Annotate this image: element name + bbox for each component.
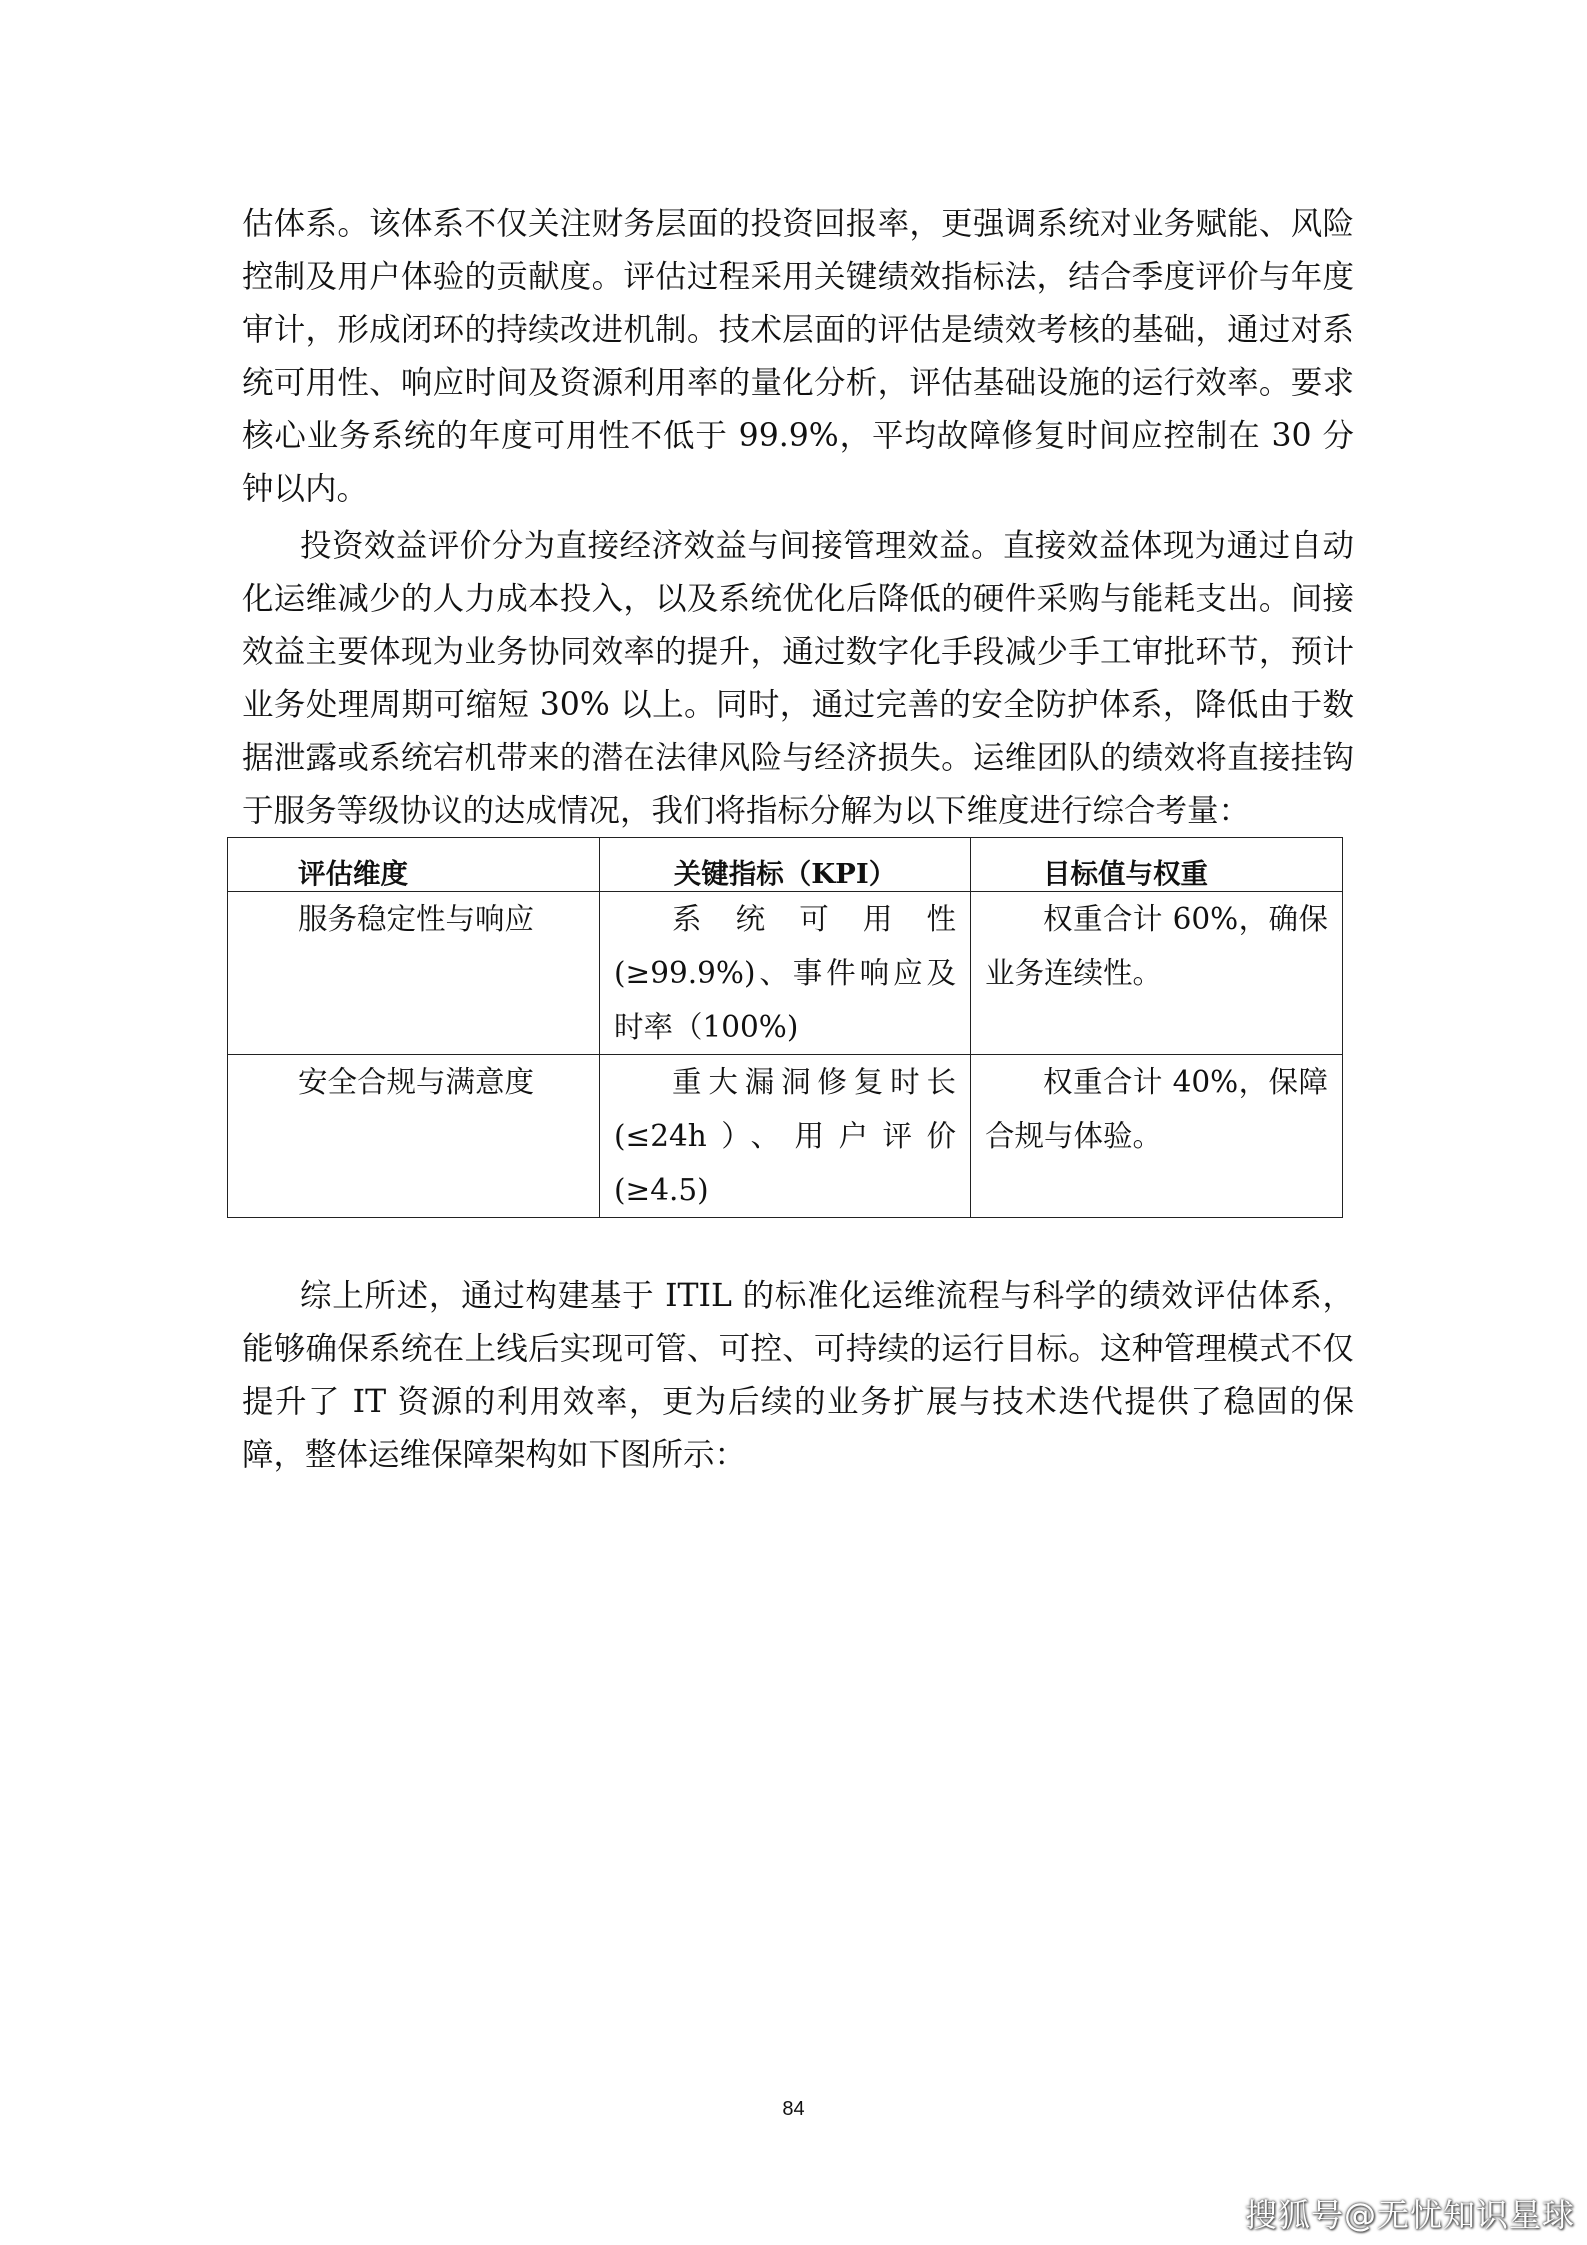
source-watermark: 搜狐号@无忧知识星球	[1245, 2196, 1576, 2234]
body-paragraph-1: 估体系。该体系不仅关注财务层面的投资回报率，更强调系统对业务赋能、风险控制及用户体验的贡献度。评估过程采用关键绩效指标法，结合季度评价与年度审计，形成闭环的持续改进机制。技术层面的评估是绩效考核的基础，通过对系统可用性、响应时间及资源利用率的量化分析，评估基础设施的运行效率。要求核心业务系统的年度可用性不低于 99.9%，平均故障修复时间应控制在 30 分钟以内。	[242, 206, 1354, 507]
page-number: 84	[782, 2098, 805, 2120]
cell-dimension: 安全合规与满意度	[228, 1055, 600, 1218]
cell-kpi: 重大漏洞修复时长(≤24h）、用户评价(≥4.5)	[600, 1055, 971, 1218]
header-dimension: 评估维度	[228, 838, 600, 892]
cell-kpi: 系统可用性(≥99.9%)、事件响应及时率（100%)	[600, 892, 971, 1055]
table-row	[228, 1055, 1343, 1218]
kpi-table-header-row	[228, 838, 1343, 892]
body-paragraph-2: 投资效益评价分为直接经济效益与间接管理效益。直接效益体现为通过自动化运维减少的人力成本投入，以及系统优化后降低的硬件采购与能耗支出。间接效益主要体现为业务协同效率的提升，通过数字化手段减少手工审批环节，预计业务处理周期可缩短 30% 以上。同时，通过完善的安全防护体系，降低由于数据泄露或系统宕机带来的潜在法律风险与经济损失。运维团队的绩效将直接挂钩于服务等级协议的达成情况，我们将指标分解为以下维度进行综合考量：	[242, 528, 1354, 829]
cell-target: 权重合计 60%，确保业务连续性。	[971, 892, 1343, 1055]
cell-dimension: 服务稳定性与响应	[228, 892, 600, 1055]
header-kpi: 关键指标（KPI）	[600, 838, 971, 892]
table-row	[228, 892, 1343, 1055]
body-paragraph-3: 综上所述，通过构建基于 ITIL 的标准化运维流程与科学的绩效评估体系，能够确保系统在上线后实现可管、可控、可持续的运行目标。这种管理模式不仅提升了 IT 资源的利用效率，更为后续的业务扩展与技术迭代提供了稳固的保障，整体运维保障架构如下图所示：	[242, 1278, 1354, 1473]
header-target: 目标值与权重	[971, 838, 1343, 892]
cell-target: 权重合计 40%，保障合规与体验。	[971, 1055, 1343, 1218]
kpi-table	[227, 837, 1343, 1218]
